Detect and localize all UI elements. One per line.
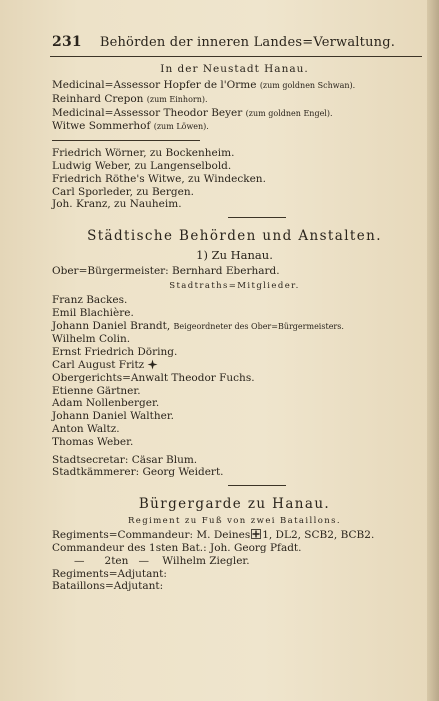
subheading-regiment: Regiment zu Fuß von zwei Bataillons. (128, 516, 341, 527)
entry-note: (zum Löwen). (153, 122, 209, 132)
list-item: Johann Daniel Walther. (52, 410, 175, 423)
page-number: 231 (52, 34, 82, 50)
list-item (52, 79, 417, 93)
header-rule (50, 56, 422, 57)
list-item (52, 93, 417, 107)
entry-note: (zum goldnen Engel). (245, 108, 333, 118)
list-item: Thomas Weber. (52, 435, 134, 448)
commander-line (52, 529, 417, 542)
list-item: Joh. Kranz, zu Nauheim. (52, 198, 182, 211)
divider (228, 485, 286, 486)
list-item: Obergerichts=Anwalt Theodor Fuchs. (52, 371, 255, 384)
header-title: Behörden der inneren Landes=Verwaltung. (99, 35, 396, 50)
regional-pharmacy-list (52, 147, 417, 211)
list-item (52, 107, 417, 121)
cross-icon (147, 359, 158, 370)
mayor-line: Ober=Bürgermeister: Bernhard Eberhard. (52, 265, 280, 278)
list-item: Friedrich Röthe's Witwe, zu Windecken. (52, 172, 266, 185)
entry-note: (zum goldnen Schwan). (259, 81, 356, 90)
page-header (52, 34, 417, 50)
order-cross-icon (251, 529, 261, 539)
entry-text: Regiments=Commandeur: M. Deines (52, 529, 251, 542)
entry-text: Wilhelm Ziegler. (162, 554, 250, 567)
list-item: Etienne Gärtner. (52, 384, 141, 397)
entry-text: Medicinal=Assessor Theodor Beyer (52, 106, 243, 119)
section-title-neustadt: In der Neustadt Hanau. (160, 63, 309, 75)
section-heading-staedtische: Städtische Behörden und Anstalten. (87, 228, 382, 245)
list-item: Adam Nollenberger. (52, 397, 160, 410)
list-item (52, 359, 417, 372)
entry-note: Beigeordneter des Ober=Bürgermeisters. (173, 321, 344, 331)
list-item (52, 320, 417, 334)
divider (52, 140, 200, 141)
regiment-adjutant-line: Regiments=Adjutant: (52, 567, 167, 580)
entry-text: Medicinal=Assessor Hopfer de l'Orme (52, 79, 257, 91)
list-item (52, 120, 417, 134)
entry-note: (zum Einhorn). (146, 94, 208, 104)
entry-text: Reinhard Crepon (52, 92, 144, 105)
divider (228, 217, 286, 218)
list-item: Friedrich Wörner, zu Bockenheim. (52, 147, 235, 160)
list-item: Carl Sporleder, zu Bergen. (52, 185, 194, 198)
battalion-adjutant-line: Bataillons=Adjutant: (52, 580, 164, 593)
battalion-1-line: Commandeur des 1sten Bat.: Joh. Georg Pfadt. (52, 541, 302, 554)
section-heading-buergergarde: Bürgergarde zu Hanau. (138, 496, 331, 513)
council-member-list (52, 294, 417, 449)
entry-text: 1, DL2, SCB2, BCB2. (262, 529, 375, 542)
entry-text: — (74, 554, 85, 567)
entry-text: Witwe Sommerhof (52, 120, 151, 133)
secretary-line: Stadtsecretar: Cäsar Blum. (52, 453, 198, 466)
council-heading: Stadtraths=Mitglieder. (169, 280, 300, 291)
treasurer-line: Stadtkämmerer: Georg Weidert. (52, 466, 224, 479)
list-item: Wilhelm Colin. (52, 333, 131, 346)
subheading-hanau: 1) Zu Hanau. (196, 248, 273, 263)
battalion-2-line (52, 555, 417, 568)
entry-text: 2ten (104, 554, 129, 567)
entry-text: Carl August Fritz (52, 358, 145, 371)
entry-text: Johann Daniel Brandt, (52, 319, 171, 332)
list-item: Emil Blachière. (52, 306, 134, 319)
list-item: Ernst Friedrich Döring. (52, 346, 178, 359)
list-item: Ludwig Weber, zu Langenselbold. (52, 159, 232, 172)
list-item: Franz Backes. (52, 293, 128, 306)
entry-text: — (138, 554, 149, 567)
list-item: Anton Waltz. (52, 422, 120, 435)
pharmacy-list (52, 79, 417, 134)
book-spine-shadow (427, 0, 439, 701)
